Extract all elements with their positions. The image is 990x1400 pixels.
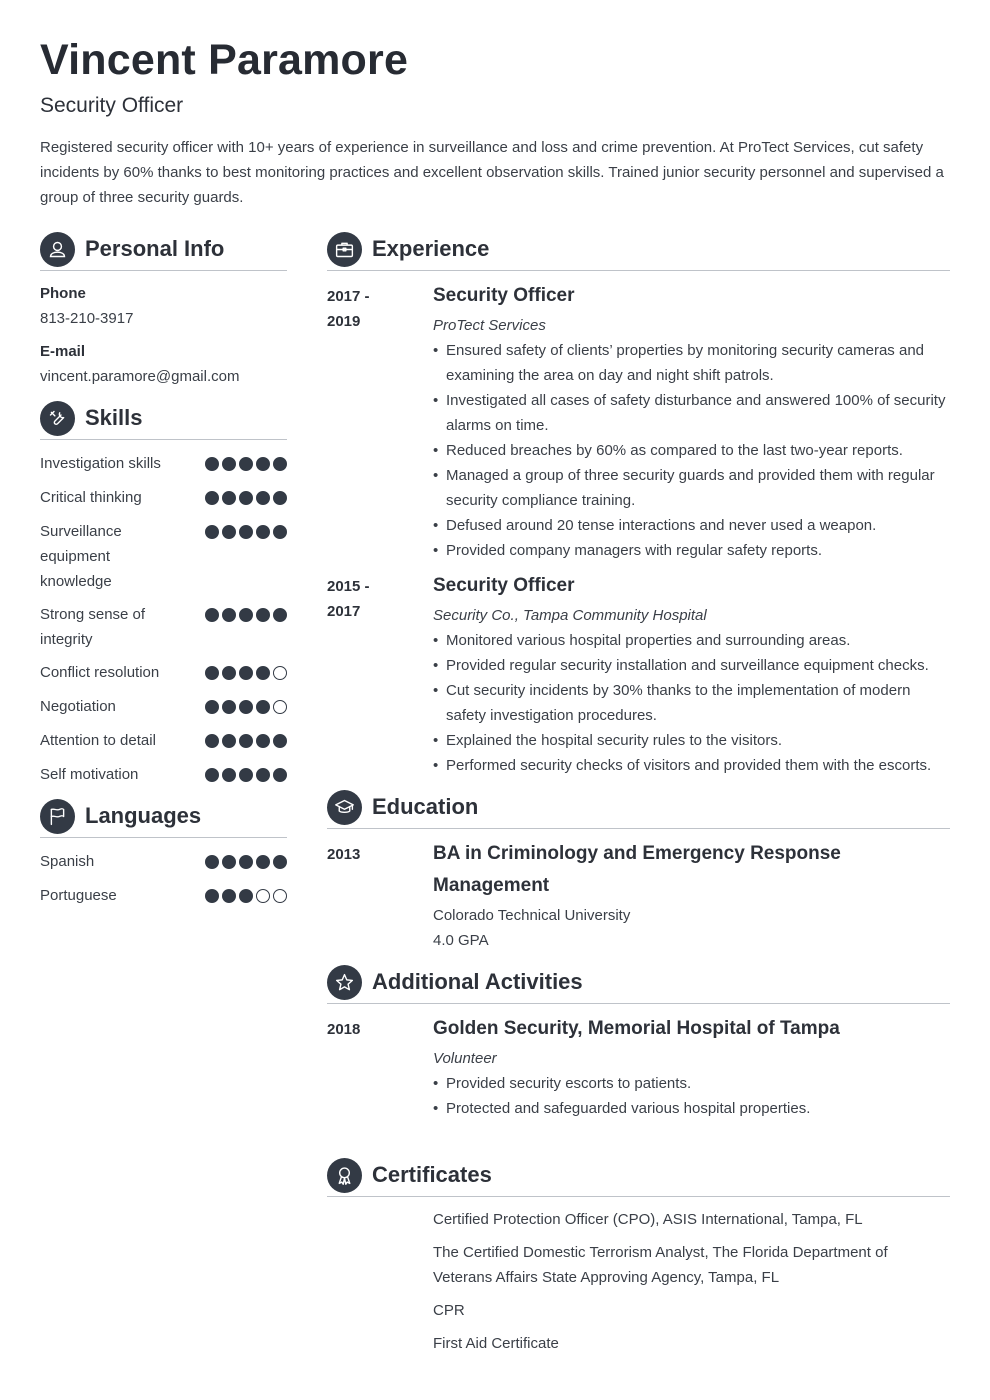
rating-dot-filled bbox=[256, 855, 270, 869]
rating-dot-filled bbox=[222, 768, 236, 782]
job-bullet: • Ensured safety of clients’ properties by monitoring security cameras and examining the area on day and night shift patrols. bbox=[433, 338, 950, 388]
skill-rating bbox=[205, 457, 287, 471]
rating-dot-filled bbox=[256, 491, 270, 505]
activity-bullet: • Provided security escorts to patients. bbox=[433, 1071, 950, 1096]
star-icon bbox=[327, 965, 362, 1000]
candidate-name: Vincent Paramore bbox=[40, 36, 409, 84]
certificates-heading bbox=[327, 1157, 492, 1193]
rating-dot-filled bbox=[239, 525, 253, 539]
activity-bullet: • Protected and safeguarded various hospital properties. bbox=[433, 1096, 950, 1121]
rating-dot-filled bbox=[256, 457, 270, 471]
certificates-title: Certificates bbox=[372, 1162, 492, 1187]
rating-dot-filled bbox=[273, 457, 287, 471]
skill-rating bbox=[205, 491, 287, 505]
skill-item bbox=[40, 602, 287, 652]
rating-dot-filled bbox=[222, 491, 236, 505]
activity-year: 2018 bbox=[327, 1021, 361, 1038]
award-icon bbox=[327, 1158, 362, 1193]
rating-dot-filled bbox=[205, 491, 219, 505]
skill-name: Conflict resolution bbox=[40, 664, 160, 681]
activities-heading bbox=[327, 964, 583, 1000]
experience-title: Experience bbox=[372, 236, 490, 261]
skills-title: Skills bbox=[85, 405, 143, 430]
skill-rating bbox=[205, 525, 287, 539]
rating-dot-filled bbox=[273, 855, 287, 869]
skill-name: Surveillance equipment knowledge bbox=[40, 523, 122, 590]
job-dates: 2015 - 2017 bbox=[327, 578, 370, 620]
skill-item bbox=[40, 451, 287, 476]
rating-dot-filled bbox=[273, 734, 287, 748]
rating-dot-filled bbox=[205, 608, 219, 622]
skills-rule bbox=[40, 439, 287, 440]
rating-dot-filled bbox=[222, 457, 236, 471]
skill-item bbox=[40, 485, 287, 510]
rating-dot-filled bbox=[273, 525, 287, 539]
languages-rule bbox=[40, 837, 287, 838]
certificates-rule bbox=[327, 1196, 950, 1197]
user-icon bbox=[40, 232, 75, 267]
rating-dot-filled bbox=[256, 700, 270, 714]
skill-rating bbox=[205, 734, 287, 748]
job-dates: 2017 - 2019 bbox=[327, 288, 370, 330]
job-bullet: • Reduced breaches by 60% as compared to the last two-year reports. bbox=[433, 438, 950, 463]
education-degree: BA in Criminology and Emergency Response Management bbox=[433, 843, 841, 896]
rating-dot-filled bbox=[222, 666, 236, 680]
skill-name: Strong sense of integrity bbox=[40, 606, 146, 648]
rating-dot-filled bbox=[222, 700, 236, 714]
rating-dot-filled bbox=[256, 734, 270, 748]
job-bullet: • Defused around 20 tense interactions and never used a weapon. bbox=[433, 513, 950, 538]
personal-info-rule bbox=[40, 270, 287, 271]
education-heading bbox=[327, 789, 478, 825]
language-name: Spanish bbox=[40, 853, 95, 870]
rating-dot-filled bbox=[239, 855, 253, 869]
job-bullet: • Managed a group of three security guards and provided them with regular security compliance training. bbox=[433, 463, 950, 513]
rating-dot-filled bbox=[239, 608, 253, 622]
rating-dot-filled bbox=[205, 457, 219, 471]
rating-dot-filled bbox=[273, 608, 287, 622]
rating-dot-filled bbox=[205, 889, 219, 903]
rating-dot-filled bbox=[239, 768, 253, 782]
activity-role: Volunteer bbox=[433, 1050, 497, 1067]
rating-dot-filled bbox=[222, 525, 236, 539]
skill-item bbox=[40, 728, 287, 753]
rating-dot-filled bbox=[273, 491, 287, 505]
rating-dot-filled bbox=[222, 889, 236, 903]
job-bullets bbox=[433, 338, 950, 563]
certificate-item: CPR bbox=[433, 1302, 465, 1319]
skill-name: Self motivation bbox=[40, 766, 139, 783]
skill-item bbox=[40, 694, 287, 719]
education-rule bbox=[327, 828, 950, 829]
language-item bbox=[40, 883, 287, 908]
job-title: Security Officer bbox=[433, 575, 575, 596]
rating-dot-filled bbox=[256, 768, 270, 782]
job-bullet: • Provided company managers with regular safety reports. bbox=[433, 538, 950, 563]
rating-dot-filled bbox=[205, 734, 219, 748]
activities-rule bbox=[327, 1003, 950, 1004]
flag-icon bbox=[40, 799, 75, 834]
rating-dot-filled bbox=[222, 855, 236, 869]
skill-rating bbox=[205, 608, 287, 622]
experience-rule bbox=[327, 270, 950, 271]
skill-item bbox=[40, 660, 287, 685]
phone-value: 813-210-3917 bbox=[40, 310, 134, 327]
rating-dot-filled bbox=[239, 734, 253, 748]
rating-dot-filled bbox=[222, 734, 236, 748]
skill-rating bbox=[205, 666, 287, 680]
job-company: ProTect Services bbox=[433, 317, 546, 334]
skill-name: Critical thinking bbox=[40, 489, 142, 506]
education-year: 2013 bbox=[327, 846, 361, 863]
job-bullet: • Investigated all cases of safety disturbance and answered 100% of security alarms on time. bbox=[433, 388, 950, 438]
job-bullet: • Provided regular security installation and surveillance equipment checks. bbox=[433, 653, 950, 678]
briefcase-icon bbox=[327, 232, 362, 267]
job-bullet: • Explained the hospital security rules to the visitors. bbox=[433, 728, 950, 753]
rating-dot-filled bbox=[256, 608, 270, 622]
activity-name: Golden Security, Memorial Hospital of Tampa bbox=[433, 1018, 840, 1039]
job-bullets bbox=[433, 628, 950, 778]
job-company: Security Co., Tampa Community Hospital bbox=[433, 607, 707, 624]
summary: Registered security officer with 10+ years of experience in surveillance and loss and crime prevention. At ProTect Services, cut safety incidents by 60% thanks to best monitoring practices and excellent observation skills. Trained junior security personnel and supervised a group of three security guards. bbox=[40, 139, 944, 206]
job-title: Security Officer bbox=[433, 285, 575, 306]
skill-item bbox=[40, 762, 287, 787]
skill-name: Attention to detail bbox=[40, 732, 156, 749]
language-item bbox=[40, 849, 287, 874]
rating-dot-empty bbox=[256, 889, 270, 903]
rating-dot-empty bbox=[273, 666, 287, 680]
rating-dot-filled bbox=[222, 608, 236, 622]
rating-dot-filled bbox=[239, 666, 253, 680]
email-value: vincent.paramore@gmail.com bbox=[40, 368, 240, 385]
education-school: Colorado Technical University bbox=[433, 907, 631, 924]
personal-info-title: Personal Info bbox=[85, 236, 225, 261]
rating-dot-filled bbox=[205, 768, 219, 782]
email-label: E-mail bbox=[40, 343, 86, 360]
job-bullet: • Cut security incidents by 30% thanks to the implementation of modern safety investigation procedures. bbox=[433, 678, 950, 728]
certificate-item: First Aid Certificate bbox=[433, 1335, 559, 1352]
rating-dot-filled bbox=[239, 457, 253, 471]
skill-name: Negotiation bbox=[40, 698, 116, 715]
rating-dot-filled bbox=[205, 525, 219, 539]
skill-rating bbox=[205, 768, 287, 782]
activities-title: Additional Activities bbox=[372, 969, 583, 994]
skill-rating bbox=[205, 700, 287, 714]
activity-bullets bbox=[433, 1071, 950, 1121]
languages-title: Languages bbox=[85, 803, 202, 828]
job-bullet: • Performed security checks of visitors and provided them with the escorts. bbox=[433, 753, 950, 778]
rating-dot-filled bbox=[239, 889, 253, 903]
language-rating bbox=[205, 855, 287, 869]
rating-dot-filled bbox=[239, 700, 253, 714]
rating-dot-filled bbox=[205, 855, 219, 869]
job-bullet: • Monitored various hospital properties and surrounding areas. bbox=[433, 628, 950, 653]
rating-dot-filled bbox=[205, 666, 219, 680]
skill-name: Investigation skills bbox=[40, 455, 161, 472]
education-gpa: 4.0 GPA bbox=[433, 932, 489, 949]
languages-heading bbox=[40, 798, 201, 834]
rating-dot-filled bbox=[239, 491, 253, 505]
education-title: Education bbox=[372, 794, 479, 819]
phone-label: Phone bbox=[40, 285, 86, 302]
rating-dot-empty bbox=[273, 700, 287, 714]
language-rating bbox=[205, 889, 287, 903]
rating-dot-empty bbox=[273, 889, 287, 903]
language-name: Portuguese bbox=[40, 887, 117, 904]
candidate-role: Security Officer bbox=[40, 94, 184, 117]
personal-info-heading bbox=[40, 231, 224, 267]
graduation-cap-icon bbox=[327, 790, 362, 825]
rating-dot-filled bbox=[273, 768, 287, 782]
rating-dot-filled bbox=[256, 666, 270, 680]
rating-dot-filled bbox=[205, 700, 219, 714]
certificate-item: Certified Protection Officer (CPO), ASIS International, Tampa, FL bbox=[433, 1211, 863, 1228]
tools-icon bbox=[40, 401, 75, 436]
certificate-item: The Certified Domestic Terrorism Analyst, The Florida Department of Veterans Affairs State Approving Agency, Tampa, FL bbox=[433, 1244, 888, 1286]
rating-dot-filled bbox=[256, 525, 270, 539]
skill-item bbox=[40, 519, 287, 594]
skills-heading bbox=[40, 400, 142, 436]
experience-heading bbox=[327, 231, 489, 267]
